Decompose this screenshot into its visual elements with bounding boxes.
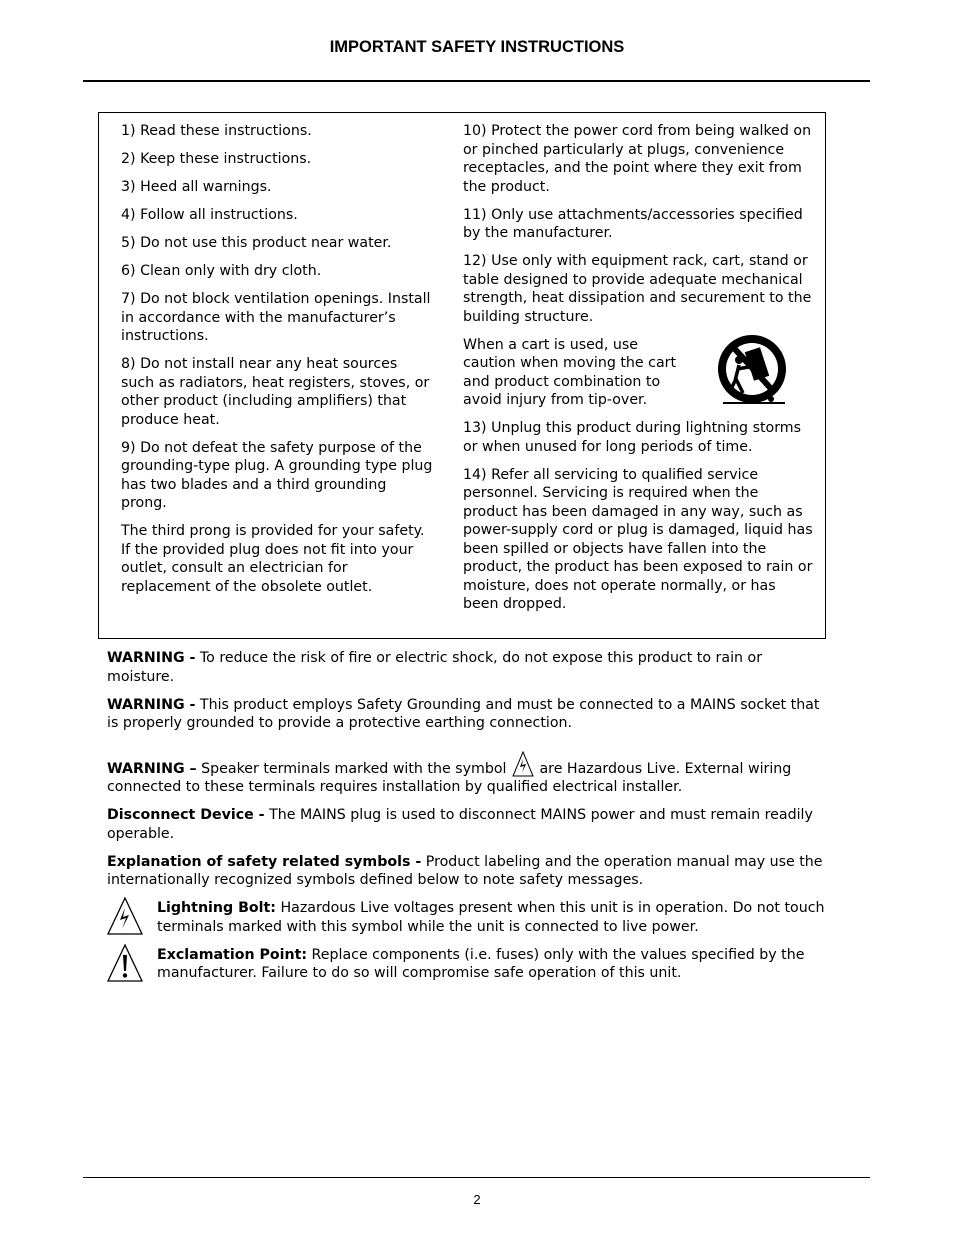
warning-text: Product labeling and the operation manual may use the internationally recognized symbols defined below to note safety messages. [107, 853, 823, 888]
instruction-item: The third prong is provided for your safety. If the provided plug does not fit into your outlet, consult an electrician for replacement of the obsolete outlet. [121, 523, 425, 595]
cart-warning [463, 336, 813, 410]
lightning-bolt-definition [107, 899, 832, 936]
instruction-item: 9) Do not defeat the safety purpose of the grounding-type plug. A grounding type plug has two blades and a third grounding prong. [121, 439, 433, 511]
disconnect-device [107, 806, 832, 843]
cart-tipover-icon [713, 333, 793, 409]
lightning-bolt-icon [107, 897, 143, 935]
instructions-right-column [463, 122, 813, 623]
instruction-item: 14) Refer all servicing to qualified service personnel. Servicing is required when the product has been damaged in any way, such as power-supply cord or plug is damaged, liquid has been spilled or objects have fallen into the product, the product has been exposed to rain or moisture, does not operate normally, or has been dropped. [463, 466, 813, 612]
lightning-bolt-icon [512, 751, 534, 777]
warning-label: Explanation of safety related symbols - [107, 853, 422, 870]
warning-label: WARNING - [107, 696, 196, 713]
warning-text: The MAINS plug is used to disconnect MAINS power and must remain readily operable. [107, 807, 813, 842]
warnings-section [107, 649, 832, 992]
symbol-text: Hazardous Live voltages present when this unit is in operation. Do not touch terminals marked with this symbol while the unit is connected to live power. [157, 900, 825, 935]
instruction-item: 13) Unplug this product during lightning storms or when unused for long periods of time. [463, 420, 801, 455]
instructions-left-column [121, 122, 433, 606]
symbol-description [157, 899, 832, 936]
warning-label: Disconnect Device - [107, 807, 265, 823]
warning-label: WARNING – [107, 760, 197, 777]
footer-rule [83, 1177, 870, 1178]
symbol-text: Replace components (i.e. fuses) only with the values specified by the manufacturer. Failure to do so will compromise safe operation of this unit. [157, 946, 805, 981]
warning-text: To reduce the risk of fire or electric shock, do not expose this product to rain or moisture. [107, 650, 763, 685]
page-title: IMPORTANT SAFETY INSTRUCTIONS [329, 38, 625, 56]
warning-grounding [107, 696, 832, 733]
symbol-description [157, 946, 832, 983]
warning-text: Speaker terminals marked with the symbol [196, 760, 511, 777]
warning-speaker-terminals [107, 751, 832, 797]
instruction-item: 2) Keep these instructions. [121, 151, 312, 167]
warning-text: are Hazardous Live. External wiring connected to these terminals requires installation by qualified electrical installer. [107, 760, 792, 795]
instruction-item: 10) Protect the power cord from being walked on or pinched particularly at plugs, convenience receptacles, and the point where they exit from the product. [463, 123, 812, 195]
header-rule [83, 80, 870, 82]
instruction-item: 3) Heed all warnings. [121, 179, 272, 195]
symbol-label: Exclamation Point: [157, 946, 308, 963]
exclamation-point-icon [107, 944, 143, 982]
symbol-label: Lightning Bolt: [157, 900, 276, 916]
instruction-item: 1) Read these instructions. [121, 123, 312, 139]
page-number: 2 [473, 1192, 481, 1207]
instruction-item: 8) Do not install near any heat sources such as radiators, heat registers, stoves, or other product (including amplifiers) that produce heat. [121, 356, 430, 428]
instruction-item: 4) Follow all instructions. [121, 207, 298, 223]
instruction-item: 12) Use only with equipment rack, cart, stand or table designed to provide adequate mechanical strength, heat dissipation and securement to the building structure. [463, 253, 812, 325]
instruction-item: 11) Only use attachments/accessories specified by the manufacturer. [463, 206, 803, 241]
instructions-box [98, 112, 826, 639]
warning-rain [107, 649, 832, 686]
warning-text: This product employs Safety Grounding and must be connected to a MAINS socket that is properly grounded to provide a protective earthing connection. [107, 696, 820, 731]
instruction-item: 6) Clean only with dry cloth. [121, 263, 322, 279]
instruction-item: 7) Do not block ventilation openings. Install in accordance with the manufacturer’s instructions. [121, 291, 431, 344]
cart-note: When a cart is used, use caution when moving the cart and product combination to avoid injury from tip-over. [463, 336, 677, 408]
instruction-item: 5) Do not use this product near water. [121, 235, 392, 251]
exclamation-point-definition [107, 946, 832, 983]
symbols-explanation [107, 853, 832, 890]
warning-label: WARNING - [107, 650, 196, 666]
